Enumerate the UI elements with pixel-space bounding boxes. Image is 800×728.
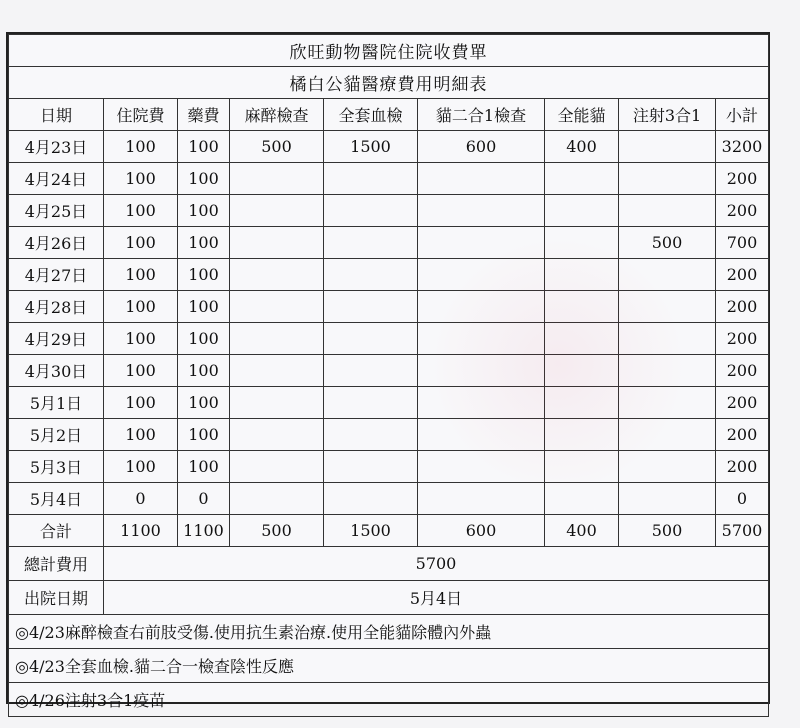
- fee-cell: [545, 387, 619, 419]
- date-cell: 4月30日: [9, 355, 104, 387]
- fee-cell: 100: [178, 387, 230, 419]
- fee-cell: [324, 323, 418, 355]
- fee-cell: [324, 355, 418, 387]
- fee-cell: [545, 451, 619, 483]
- table-row: [9, 163, 769, 195]
- fee-cell: 0: [716, 483, 769, 515]
- fee-cell: [545, 291, 619, 323]
- fee-cell: [324, 451, 418, 483]
- fee-cell: [418, 291, 545, 323]
- fee-cell: 3200: [716, 131, 769, 163]
- fee-cell: 100: [178, 163, 230, 195]
- date-cell: 5月1日: [9, 387, 104, 419]
- fee-cell: [324, 483, 418, 515]
- fee-cell: [324, 291, 418, 323]
- fee-cell: [418, 451, 545, 483]
- fee-cell: [230, 291, 324, 323]
- fee-cell: 100: [104, 195, 178, 227]
- fee-cell: 200: [716, 451, 769, 483]
- fee-cell: [324, 195, 418, 227]
- table-row: [9, 451, 769, 483]
- fee-cell: [418, 323, 545, 355]
- totals-label: 合計: [9, 515, 104, 547]
- note-row: [9, 615, 769, 649]
- total-cell: 500: [619, 515, 716, 547]
- fee-cell: 500: [619, 227, 716, 259]
- fee-cell: [619, 483, 716, 515]
- fee-cell: 100: [104, 451, 178, 483]
- date-cell: 5月2日: [9, 419, 104, 451]
- table-row: [9, 419, 769, 451]
- fee-cell: 100: [104, 291, 178, 323]
- fee-cell: [619, 195, 716, 227]
- fee-cell: 1500: [324, 131, 418, 163]
- fee-cell: [418, 387, 545, 419]
- table-row: [9, 291, 769, 323]
- billing-table: [8, 34, 769, 717]
- fee-cell: 100: [178, 259, 230, 291]
- table-row: [9, 227, 769, 259]
- fee-cell: 100: [104, 355, 178, 387]
- table-row: [9, 355, 769, 387]
- date-cell: 5月3日: [9, 451, 104, 483]
- date-cell: 5月4日: [9, 483, 104, 515]
- column-header: 藥費: [178, 99, 230, 131]
- fee-cell: 100: [104, 131, 178, 163]
- fee-cell: [418, 355, 545, 387]
- fee-cell: [324, 163, 418, 195]
- fee-cell: 200: [716, 419, 769, 451]
- fee-cell: 100: [104, 419, 178, 451]
- discharge-date-label: 出院日期: [9, 581, 104, 615]
- grand-total-row: [9, 547, 769, 581]
- column-header: 注射3合1: [619, 99, 716, 131]
- date-cell: 4月29日: [9, 323, 104, 355]
- grand-total-value: 5700: [104, 547, 769, 581]
- fee-cell: [619, 323, 716, 355]
- fee-cell: 100: [178, 451, 230, 483]
- column-header: 住院費: [104, 99, 178, 131]
- fee-cell: [230, 259, 324, 291]
- table-row: [9, 323, 769, 355]
- billing-sheet: [6, 32, 770, 710]
- fee-cell: [230, 323, 324, 355]
- fee-cell: 100: [178, 131, 230, 163]
- fee-cell: [545, 323, 619, 355]
- fee-cell: [418, 227, 545, 259]
- fee-cell: [619, 387, 716, 419]
- fee-cell: 200: [716, 291, 769, 323]
- column-header: 貓二合1檢查: [418, 99, 545, 131]
- fee-cell: 100: [178, 227, 230, 259]
- column-header: 日期: [9, 99, 104, 131]
- column-header: 麻醉檢查: [230, 99, 324, 131]
- column-header: 全能貓: [545, 99, 619, 131]
- fee-cell: [619, 291, 716, 323]
- fee-cell: 100: [178, 323, 230, 355]
- totals-row: [9, 515, 769, 547]
- table-row: [9, 131, 769, 163]
- note-row: [9, 683, 769, 717]
- fee-cell: [545, 483, 619, 515]
- table-row: [9, 387, 769, 419]
- fee-cell: 400: [545, 131, 619, 163]
- fee-cell: [418, 483, 545, 515]
- fee-cell: [324, 259, 418, 291]
- fee-cell: [619, 355, 716, 387]
- total-cell: 600: [418, 515, 545, 547]
- total-cell: 1500: [324, 515, 418, 547]
- total-cell: 500: [230, 515, 324, 547]
- fee-cell: 100: [104, 259, 178, 291]
- date-cell: 4月25日: [9, 195, 104, 227]
- header-row: [9, 99, 769, 131]
- fee-cell: [418, 195, 545, 227]
- date-cell: 4月26日: [9, 227, 104, 259]
- table-row: [9, 195, 769, 227]
- fee-cell: [619, 131, 716, 163]
- fee-cell: [230, 163, 324, 195]
- fee-cell: [545, 259, 619, 291]
- fee-cell: 700: [716, 227, 769, 259]
- fee-cell: [230, 355, 324, 387]
- fee-cell: [324, 387, 418, 419]
- fee-cell: 100: [178, 419, 230, 451]
- column-header: 全套血檢: [324, 99, 418, 131]
- fee-cell: 100: [104, 227, 178, 259]
- fee-cell: [619, 163, 716, 195]
- fee-cell: 500: [230, 131, 324, 163]
- table-row: [9, 259, 769, 291]
- note-row: [9, 649, 769, 683]
- table-row: [9, 483, 769, 515]
- fee-cell: [324, 419, 418, 451]
- fee-cell: 200: [716, 387, 769, 419]
- hospital-title: 欣旺動物醫院住院收費單: [9, 35, 769, 67]
- fee-cell: 100: [104, 387, 178, 419]
- fee-cell: [230, 483, 324, 515]
- fee-cell: [619, 419, 716, 451]
- note-text: ◎4/23全套血檢.貓二合一檢查陰性反應: [9, 649, 769, 683]
- fee-cell: [545, 227, 619, 259]
- date-cell: 4月27日: [9, 259, 104, 291]
- fee-cell: [545, 163, 619, 195]
- fee-cell: 100: [104, 163, 178, 195]
- fee-cell: 100: [178, 291, 230, 323]
- fee-cell: [619, 451, 716, 483]
- date-cell: 4月24日: [9, 163, 104, 195]
- fee-cell: 200: [716, 323, 769, 355]
- discharge-date-row: [9, 581, 769, 615]
- fee-cell: [418, 419, 545, 451]
- discharge-date-value: 5月4日: [104, 581, 769, 615]
- fee-cell: [545, 195, 619, 227]
- fee-cell: 0: [178, 483, 230, 515]
- note-text: ◎4/26注射3合1疫苗: [9, 683, 769, 717]
- fee-cell: [230, 387, 324, 419]
- grand-total-label: 總計費用: [9, 547, 104, 581]
- total-cell: 1100: [104, 515, 178, 547]
- fee-cell: 200: [716, 259, 769, 291]
- fee-cell: [545, 355, 619, 387]
- fee-cell: 200: [716, 355, 769, 387]
- fee-cell: [619, 259, 716, 291]
- fee-cell: [418, 259, 545, 291]
- fee-cell: 200: [716, 195, 769, 227]
- fee-cell: 100: [178, 355, 230, 387]
- date-cell: 4月28日: [9, 291, 104, 323]
- note-text: ◎4/23麻醉檢查右前肢受傷.使用抗生素治療.使用全能貓除體內外蟲: [9, 615, 769, 649]
- column-header: 小計: [716, 99, 769, 131]
- bill-subtitle: 橘白公貓醫療費用明細表: [9, 67, 769, 99]
- total-cell: 1100: [178, 515, 230, 547]
- date-cell: 4月23日: [9, 131, 104, 163]
- fee-cell: [545, 419, 619, 451]
- fee-cell: 0: [104, 483, 178, 515]
- fee-cell: 100: [104, 323, 178, 355]
- fee-cell: [230, 227, 324, 259]
- fee-cell: 100: [178, 195, 230, 227]
- fee-cell: 200: [716, 163, 769, 195]
- fee-cell: [230, 451, 324, 483]
- fee-cell: [230, 195, 324, 227]
- fee-cell: [418, 163, 545, 195]
- total-cell: 5700: [716, 515, 769, 547]
- fee-cell: [324, 227, 418, 259]
- total-cell: 400: [545, 515, 619, 547]
- fee-cell: [230, 419, 324, 451]
- fee-cell: 600: [418, 131, 545, 163]
